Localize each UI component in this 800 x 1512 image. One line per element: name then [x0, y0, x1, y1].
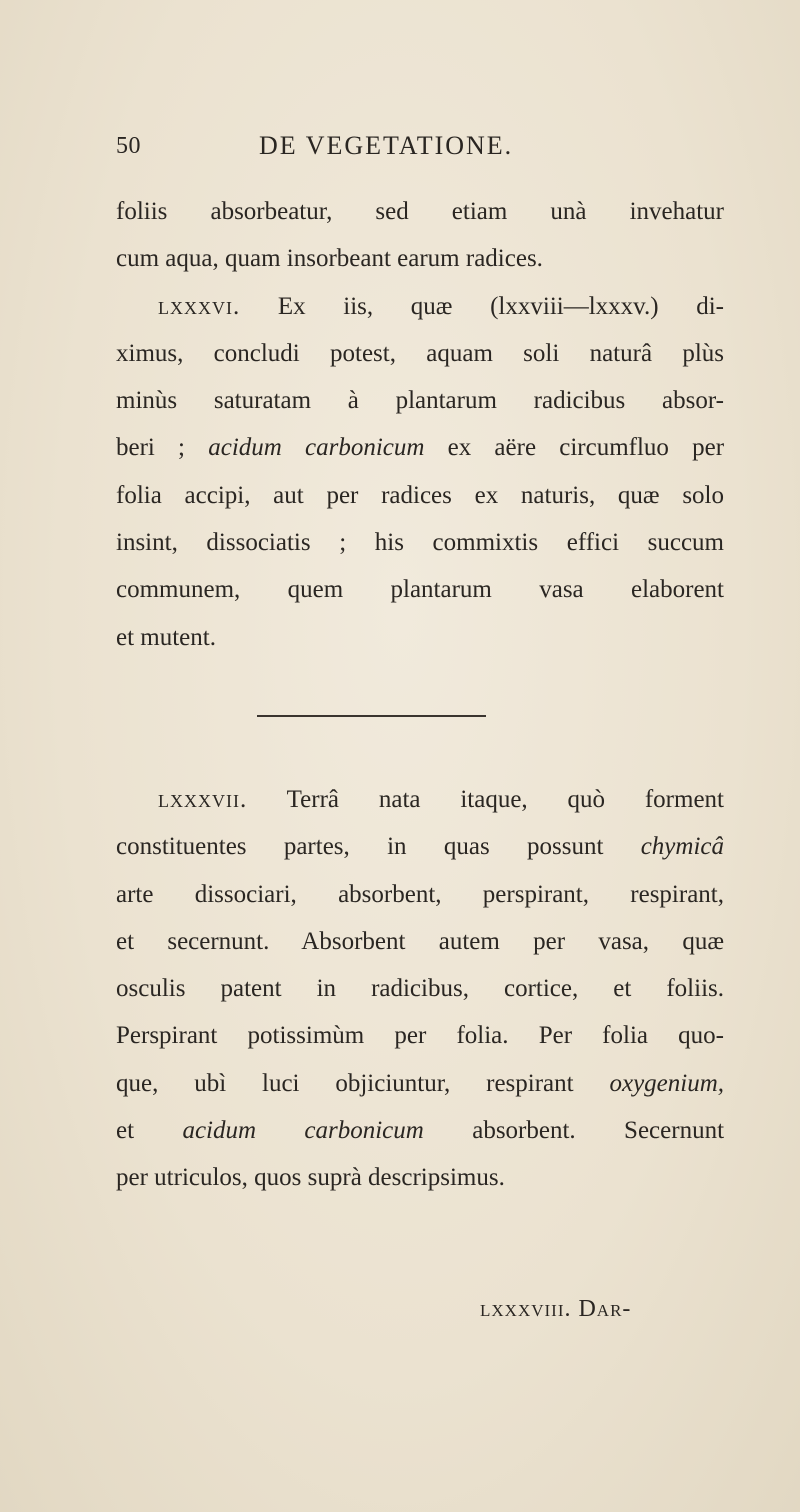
text-line: et secernunt. Absorbent autem per vasa, quæ: [116, 927, 724, 955]
text-span: Ex iis, quæ (lxxviii—lxxxv.) di-: [277, 292, 725, 320]
running-head: DE VEGETATIONE.: [259, 131, 514, 160]
text-line: foliis absorbeatur, sed etiam unà invehatur: [116, 198, 724, 225]
text-span: ex aëre circumfluo per: [447, 434, 725, 462]
paragraph-3: [116, 776, 724, 1202]
text-span: Terrâ nata itaque, quò forment: [286, 786, 724, 813]
text-span: constituentes partes, in quas possunt: [116, 833, 604, 861]
text-line: ximus, concludi potest, aquam soli naturâ plùs: [116, 339, 724, 367]
italic-term: oxygenium,: [609, 1069, 725, 1097]
paragraph-1: [116, 188, 724, 661]
italic-term: acidum carbonicum: [182, 1117, 424, 1145]
section-number: lxxxvi.: [158, 292, 241, 320]
text-line: per utriculos, quos suprà descripsimus.: [116, 1164, 505, 1192]
text-line: communem, quem plantarum vasa elaborent: [116, 576, 724, 604]
text-span: beri ;: [116, 434, 186, 462]
text-line: arte dissociari, absorbent, perspirant, respirant,: [116, 880, 724, 908]
text-line: [116, 1060, 724, 1107]
italic-term: chymicâ: [640, 833, 724, 861]
text-line: [116, 776, 724, 823]
section-number: lxxxvii.: [158, 786, 248, 813]
italic-term: acidum carbonicum: [208, 434, 425, 462]
text-line: folia accipi, aut per radices ex naturis, quæ solo: [116, 481, 724, 509]
text-line: [116, 283, 724, 330]
page-number: 50: [116, 133, 141, 159]
text-line: insint, dissociatis ; his commixtis effici succum: [116, 529, 724, 557]
text-span: que, ubì luci objiciuntur, respirant: [116, 1069, 574, 1097]
text-line: [116, 823, 724, 870]
text-line: [116, 1107, 724, 1154]
text-line: osculis patent in radicibus, cortice, et foliis.: [116, 975, 724, 1003]
section-divider: [257, 715, 486, 717]
text-line: Perspirant potissimùm per folia. Per folia quo-: [116, 1022, 724, 1050]
text-line: cum aqua, quam insorbeant earum radices.: [116, 245, 543, 273]
text-line: minùs saturatam à plantarum radicibus absor-: [116, 387, 724, 415]
text-line: [116, 424, 724, 471]
text-span: et: [116, 1117, 135, 1145]
catchword: lxxxviii. Dar-: [480, 1296, 632, 1322]
text-line: et mutent.: [116, 623, 216, 651]
text-span: absorbent. Secernunt: [472, 1117, 725, 1145]
